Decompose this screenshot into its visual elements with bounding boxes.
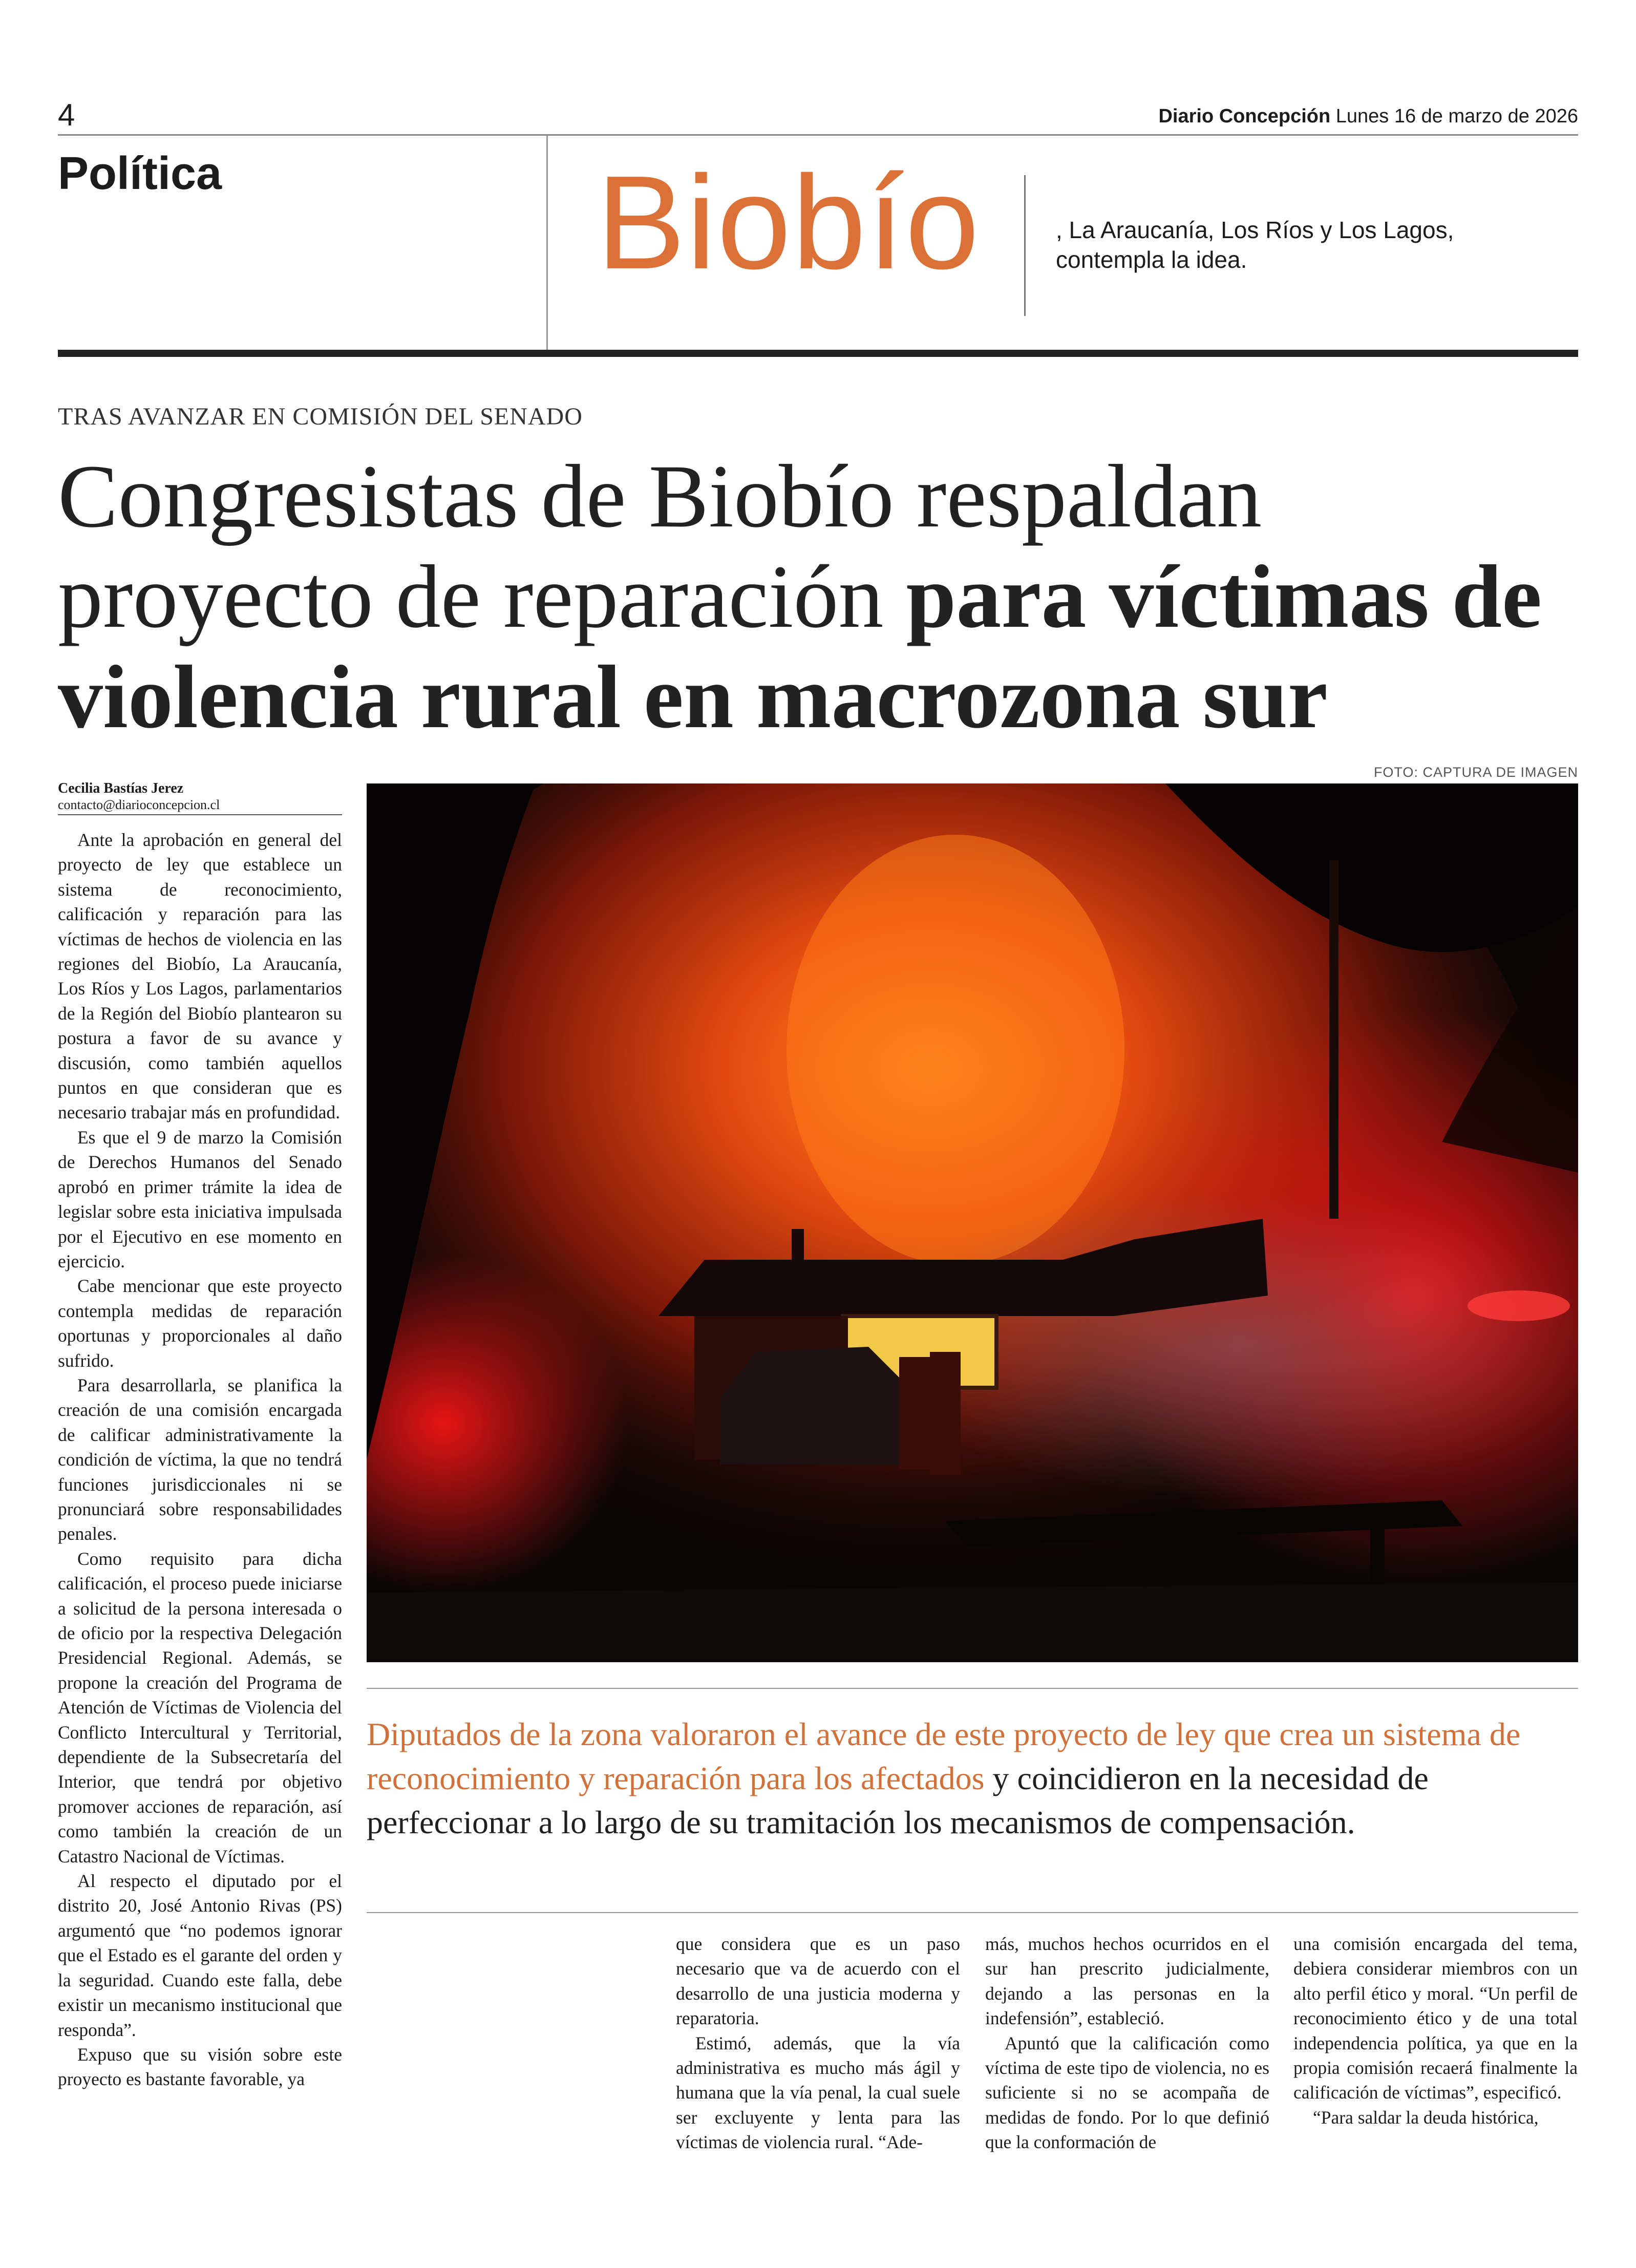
section-title: Política [58,148,222,199]
article-kicker: TRAS AVANZAR EN COMISIÓN DEL SENADO [58,403,583,430]
author-rule [58,814,342,815]
header-rule [58,134,1578,136]
headline-bold: para víctimas de violencia rural en macrozona sur [58,547,1542,747]
paragraph: que considera que es un paso necesario que va de acuerdo con el desarrollo de una justicia moderna y reparatoria. [676,1934,960,2029]
header-divider [546,136,548,350]
paragraph: Como requisito para dicha calificación, el proceso puede iniciarse a solicitud de la persona interesada o de oficio por la respectiva Delegación Presidencial Regional. Además, se propone la creación del Programa de Atención de Víctimas de Violencia del Conflicto Intercultural y Territorial, dependiente de la Subsecretaría del Interior, que tendrá por objetivo promover acciones de reparación, así como también la creación de un Catastro Nacional de Víctimas. [58,1548,342,1867]
paragraph: “Para saldar la deuda histórica, [1313,2107,1539,2128]
paragraph: Apuntó que la calificación como víctima de este tipo de violencia, no es suficiente si no se acompaña de medidas de fondo. Por lo que definió que la conformación de [985,2032,1269,2153]
masthead [1158,105,1578,128]
headline-light: Congresistas de Biobío respaldan proyecto de reparación [58,447,1262,647]
paragraph: Ante la aprobación en general del proyecto de ley que establece un sistema de reconocimiento, calificación y reparación para las víctimas de hechos de violencia en las regiones del Biobío, La Araucanía, Los Ríos y Los Lagos, parlamentarios de la Región del Biobío plantearon su postura a favor de su avance y discusión, como también aquellos puntos en que consideran que es necesario trabajar más en profundidad. [58,830,342,1123]
paragraph: más, muchos hechos ocurridos en el sur han prescrito judicialmente, dejando a las personas en la indefensión”, estableció. [985,1934,1269,2029]
article-photo [367,783,1578,1662]
photo-credit: FOTO: CAPTURA DE IMAGEN [1373,765,1578,780]
paragraph: una comisión encargada del tema, debiera considerar miembros con un alto perfil ético y moral. “Un perfil de reconocimiento ético y de una total independencia política, ya que en la propia comisión recaerá finalmente la calificación de víctimas”, especificó. [1293,1934,1578,2103]
body-column-2 [676,1932,960,2155]
body-column-1 [58,828,342,2092]
brand-divider [1024,175,1026,316]
body-column-4 [1293,1932,1578,2130]
pullquote-rule-bottom [367,1912,1578,1913]
author-name: Cecilia Bastías Jerez [58,780,184,796]
paragraph: Cabe mencionar que este proyecto contempla medidas de reparación oportunas y proporcionales al daño sufrido. [58,1276,342,1371]
pullquote-rule-top [367,1688,1578,1689]
paragraph: Estimó, además, que la vía administrativa es mucho más ágil y humana que la vía penal, la cual suele ser excluyente y lenta para las víctimas de violencia rural. “Ade- [676,2032,960,2153]
pullquote [367,1712,1578,1845]
issue-date: Lunes 16 de marzo de 2026 [1335,105,1578,127]
author-email: contacto@diarioconcepcion.cl [58,797,220,812]
paragraph: Para desarrollarla, se planifica la creación de una comisión encargada de calificar administrativamente la condición de víctima, la que no tendrá funciones jurisdiccionales ni se pronunciará sobre responsabilidades penales. [58,1374,342,1544]
pullquote-rest: y coincidieron en la necesidad de perfeccionar a lo largo de su tramitación los mecanismos de compensación. [367,1760,1429,1840]
paragraph: Es que el 9 de marzo la Comisión de Derechos Humanos del Senado aprobó en primer trámite la idea de legislar sobre esta iniciativa impulsada por el Ejecutivo en ese momento en ejercicio. [58,1127,342,1271]
page-number: 4 [58,98,75,132]
brand-teaser: , La Araucanía, Los Ríos y Los Lagos, contempla la idea. [1056,217,1454,273]
body-column-3 [985,1932,1269,2155]
section-brand: Biobío [597,149,981,297]
paragraph: Al respecto el diputado por el distrito 20, José Antonio Rivas (PS) argumentó que “no podemos ignorar que el Estado es el garante del orden y la seguridad. Cuando este falla, debe existir un mecanismo institucional que responda”. [58,1871,342,2040]
pullquote-highlight: Diputados de la zona valoraron el avance de este proyecto de ley que crea un sistema de reconocimiento y reparación para los afectados [367,1716,1521,1796]
article-headline [58,447,1584,748]
header-thick-rule [58,350,1578,357]
newspaper-name: Diario Concepción [1158,105,1331,127]
paragraph: Expuso que su visión sobre este proyecto es bastante favorable, ya [58,2044,342,2090]
